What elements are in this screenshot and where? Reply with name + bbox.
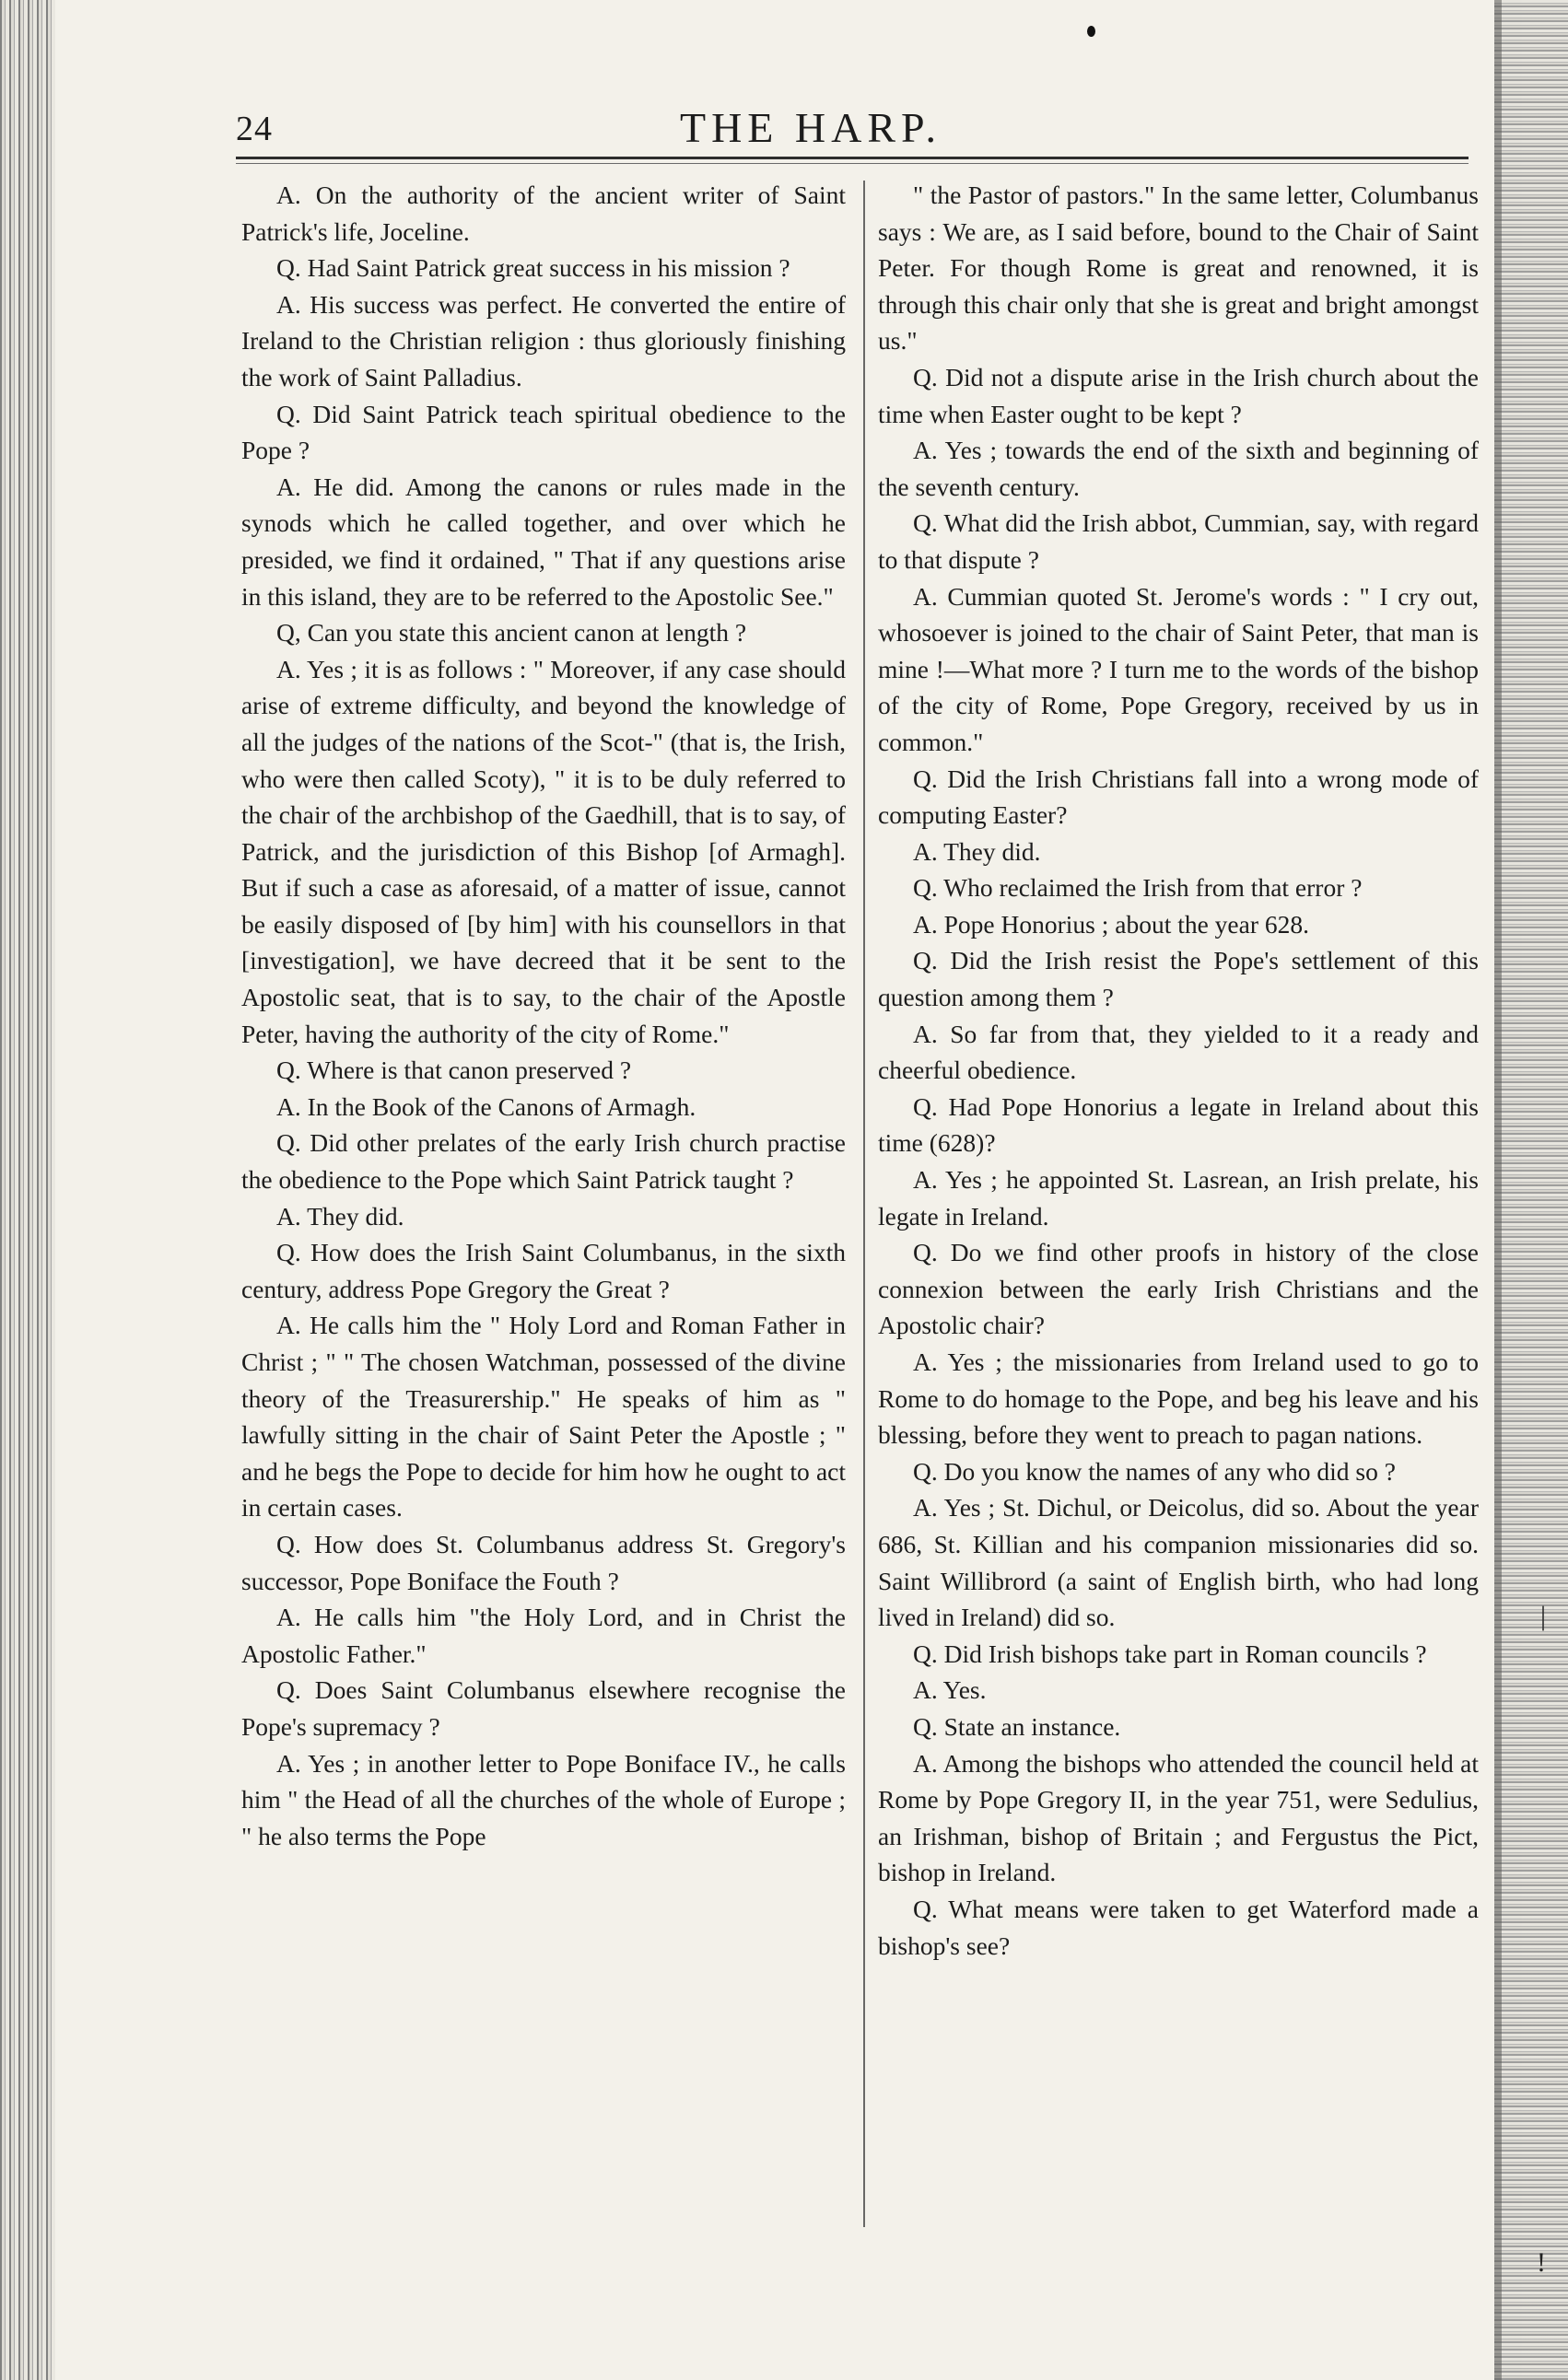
left-paragraph: A. On the authority of the ancient writer of Saint Patrick's life, Joceline. (241, 181, 846, 246)
right-paragraph: A. Pope Honorius ; about the year 628. (913, 909, 1309, 939)
left-paragraph: Q, Can you state this ancient canon at length ? (276, 618, 747, 648)
right-binding-edge (1494, 0, 1568, 2380)
right-paragraph: Q. Did the Irish resist the Pope's settlement of this question among them ? (878, 946, 1479, 1012)
left-column (241, 177, 846, 1854)
left-paragraph: A. In the Book of the Canons of Armagh. (276, 1091, 696, 1121)
left-binding-edge (0, 0, 55, 2380)
left-paragraph: Q. Did Saint Patrick teach spiritual obedience to the Pope ? (241, 399, 846, 465)
left-paragraph: A. He calls him "the Holy Lord, and in Christ the Apostolic Father." (241, 1603, 846, 1668)
right-column (878, 177, 1479, 1964)
right-paragraph: A. Among the bishops who attended the council held at Rome by Pope Gregory II, in the year 751, were Sedulius, an Irishman, bishop of Britain ; and Fergustus the Pict, bishop in Ireland. (878, 1748, 1479, 1887)
left-paragraph: Q. Does Saint Columbanus elsewhere recognise the Pope's supremacy ? (241, 1675, 846, 1741)
right-paragraph: Q. Did not a dispute arise in the Irish church about the time when Easter ought to be kept ? (878, 362, 1479, 428)
left-paragraph: Q. How does St. Columbanus address St. Gregory's successor, Pope Boniface the Fouth ? (241, 1529, 846, 1595)
page-number: 24 (236, 110, 273, 148)
right-paragraph: A. Yes ; towards the end of the sixth and beginning of the seventh century. (878, 436, 1479, 501)
right-paragraph: Q. What means were taken to get Waterford made a bishop's see? (878, 1894, 1479, 1960)
right-paragraph: A. Yes ; the missionaries from Ireland used to go to Rome to do homage to the Pope, and beg his leave and his blessing, before they went to preach to pagan nations. (878, 1348, 1479, 1450)
right-paragraph: Q. Did Irish bishops take part in Roman councils ? (913, 1639, 1427, 1668)
right-paragraph: Q. What did the Irish abbot, Cummian, say, with regard to that dispute ? (878, 508, 1479, 574)
left-paragraph: A. Yes ; it is as follows : " Moreover, if any case should arise of extreme difficulty, and beyond the knowledge of all the judges of the nations of the Scot-" (that is, the Irish, who were then called Scoty), " it is to be duly referred to the chair of the archbishop of the Gaedhill, that is to say, of Patrick, and the jurisdiction of this Bishop [of Armagh]. But if such a case as aforesaid, of a matter of issue, cannot be easily disposed of [by him] with his counsellors in that [investigation], we have decreed that it be sent to the Apostolic seat, that is to say, to the chair of the Apostle Peter, having the authority of the city of Rome." (241, 654, 846, 1048)
right-paragraph: A. Yes ; St. Dichul, or Deicolus, did so. About the year 686, St. Killian and his companion missionaries did so. Saint Willibrord (a saint of English birth, who had long lived in Ireland) did so. (878, 1493, 1479, 1632)
right-paragraph: Q. Do you know the names of any who did so ? (913, 1456, 1396, 1486)
right-paragraph: Q. Did the Irish Christians fall into a wrong mode of computing Easter? (878, 764, 1479, 830)
right-paragraph: Q. Had Pope Honorius a legate in Ireland about this time (628)? (878, 1091, 1479, 1158)
right-paragraph: Q. State an instance. (913, 1711, 1121, 1741)
right-paragraph: " the Pastor of pastors." In the same letter, Columbanus says : We are, as I said before, bound to the Chair of Saint Peter. For though Rome is great and renowned, it is through this chair only that she is great and bright amongst us." (878, 181, 1479, 356)
left-paragraph: Q. Had Saint Patrick great success in his mission ? (276, 253, 790, 283)
left-paragraph: A. Yes ; in another letter to Pope Boniface IV., he calls him " the Head of all the churches of the whole of Europe ; " he also terms the Pope (241, 1748, 846, 1850)
left-paragraph: A. He calls him the " Holy Lord and Roman Father in Christ ; " " The chosen Watchman, possessed of the divine theory of the Treasurership." He speaks of him as " lawfully sitting in the chair of Saint Peter the Apostle ; " and he begs the Pope to decide for him how he ought to act in certain cases. (241, 1311, 846, 1522)
right-paragraph: Q. Who reclaimed the Irish from that error ? (913, 873, 1363, 903)
left-paragraph: A. They did. (276, 1201, 404, 1231)
header-rule-thin (236, 163, 1469, 164)
right-paragraph: Q. Do we find other proofs in history of the close connexion between the early Irish Christians and the Apostolic chair? (878, 1238, 1479, 1340)
right-paragraph: A. They did. (913, 836, 1041, 866)
left-paragraph: Q. Where is that canon preserved ? (276, 1056, 632, 1085)
right-paragraph: A. Cummian quoted St. Jerome's words : " I cry out, whosoever is joined to the chair of Saint Peter, that man is mine !—What more ? I turn me to the words of the bishop of the city of Rome, Pope Gregory, received by us in common." (878, 581, 1479, 756)
right-paragraph: A. Yes. (913, 1675, 987, 1705)
ink-speck (1087, 26, 1095, 37)
left-paragraph: A. His success was perfect. He converted the entire of Ireland to the Christian religion : thus gloriously finishing the work of Saint Palladius. (241, 289, 846, 391)
left-paragraph: Q. How does the Irish Saint Columbanus, in the sixth century, address Pope Gregory the Great ? (241, 1238, 846, 1303)
left-paragraph: Q. Did other prelates of the early Irish church practise the obedience to the Pope which Saint Patrick taught ? (241, 1128, 846, 1195)
right-paragraph: A. So far from that, they yielded to it a ready and cheerful obedience. (878, 1019, 1479, 1085)
margin-mark: ! (1537, 2247, 1546, 2278)
column-divider (863, 181, 865, 2227)
margin-mark: | (1540, 1601, 1547, 1631)
header-rule (236, 157, 1469, 159)
journal-title: THE HARP. (679, 104, 942, 151)
right-paragraph: A. Yes ; he appointed St. Lasrean, an Irish prelate, his legate in Ireland. (878, 1165, 1479, 1231)
left-paragraph: A. He did. Among the canons or rules made in the synods which he called together, and over which he presided, we find it ordained, " That if any questions arise in this island, they are to be referred to the Apostolic See." (241, 472, 846, 611)
